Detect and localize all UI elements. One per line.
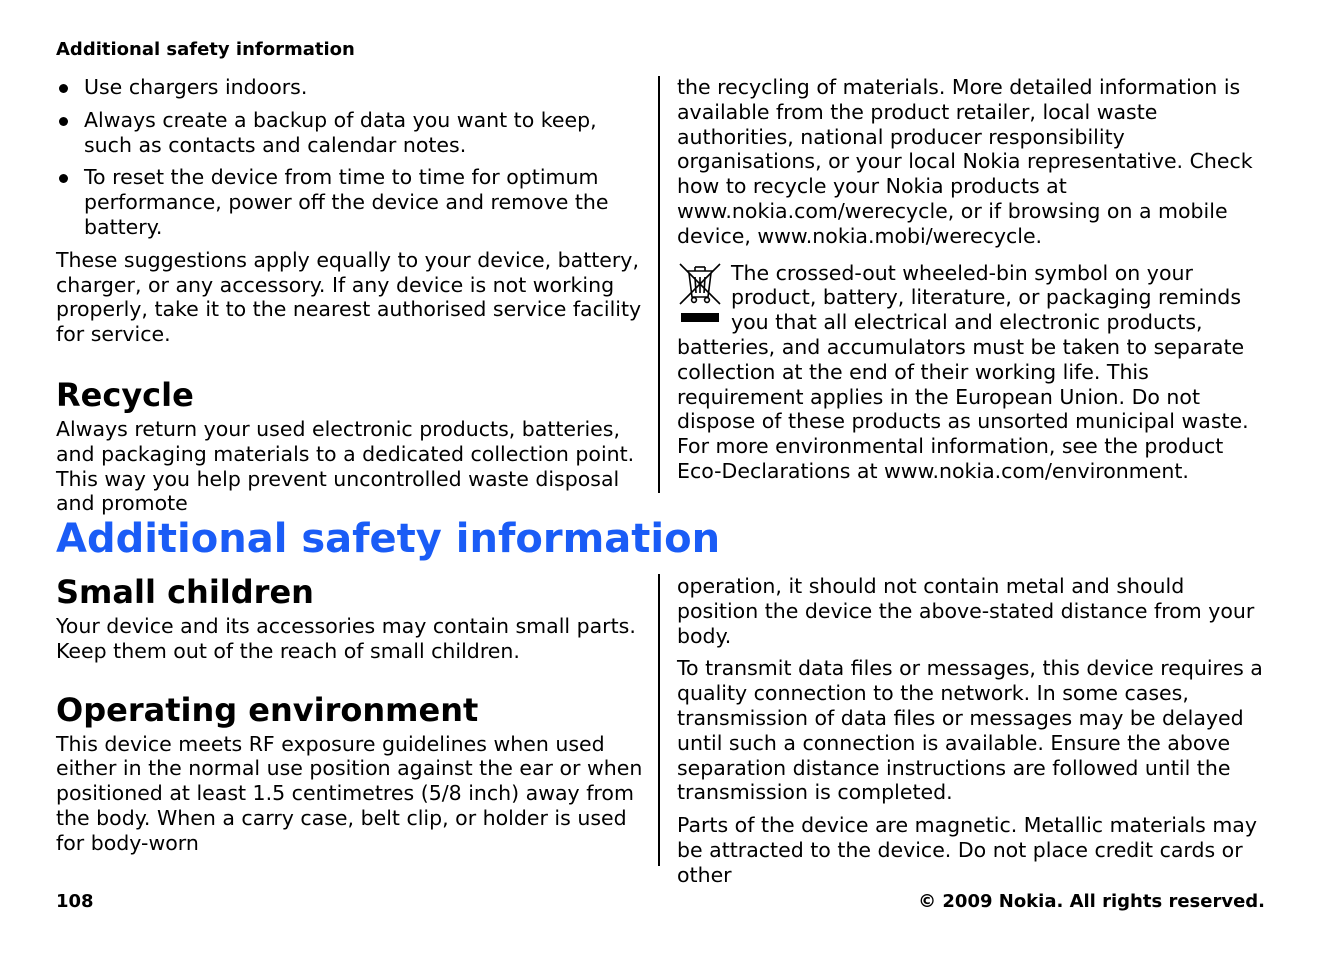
bin-symbol-paragraph: The crossed-out wheeled-bin symbol on your product, battery, literature, or packaging reminds you that all electrical and electronic products, batteries, and accumulators must be taken to separate collection at the end of their working life. This requirement applies in the European Union. Do not dispose of these products as unsorted municipal waste. For more environmental information, see the product Eco-Declarations at www.nokia.com/environment. [677,260,1249,483]
running-header: Additional safety information [56,39,355,60]
recycling-paragraph: the recycling of materials. More detailed information is available from the product retailer, local waste authorities, national producer responsibility organisations, or your local Nokia representative. Check how to recycle your Nokia products at www.nokia.com/werecycle, or if browsing on a mobile device, www.nokia.mobi/werecycle. [677,75,1253,248]
bottom-left-column [56,572,648,864]
section-title: Additional safety information [56,516,721,562]
suggestions-paragraph: These suggestions apply equally to your device, battery, charger, or any accessory. If any device is not working properly, take it to the nearest authorised service facility for service. [56,247,642,347]
operating-environment-paragraph: This device meets RF exposure guidelines when used either in the normal use position against the ear or when positioned at least 1.5 centimetres (5/8 inch) away from the body. When a carry case, belt clip, or holder is used for body-worn [56,731,643,855]
magnetic-parts-paragraph: Parts of the device are magnetic. Metallic materials may be attracted to the device. Do not place credit cards or other [677,813,1258,887]
list-item: To reset the device from time to time for optimum performance, power off the device and remove the battery. [56,165,648,239]
bottom-right-column [677,574,1269,896]
list-item: Always create a backup of data you want to keep, such as contacts and calendar notes. [56,108,648,158]
top-right-column [677,75,1269,492]
page-number: 108 [56,891,94,912]
body-worn-paragraph: operation, it should not contain metal and should position the device the above-stated distance from your body. [677,574,1255,648]
column-divider [658,76,660,493]
list-item: Use chargers indoors. [56,75,648,100]
column-divider [658,574,660,866]
copyright-notice: © 2009 Nokia. All rights reserved. [918,891,1265,912]
small-children-paragraph: Your device and its accessories may contain small parts. Keep them out of the reach of small children. [56,614,636,663]
small-children-heading: Small children [56,573,314,611]
data-transmission-paragraph: To transmit data files or messages, this device requires a quality connection to the network. In some cases, transmission of data files or messages may be delayed until such a connection is available. Ensure the above separation distance instructions are followed until the transmission is completed. [677,656,1263,805]
operating-environment-heading: Operating environment [56,690,479,729]
recycle-paragraph: Always return your used electronic products, batteries, and packaging materials to a dedicated collection point. This way you help prevent uncontrolled waste disposal and promote [56,416,635,516]
crossed-out-wheeled-bin-icon [677,261,723,331]
suggestion-list [56,75,648,240]
top-left-column [56,75,648,524]
bin-symbol-block [677,261,1269,484]
recycle-heading: Recycle [56,375,194,414]
